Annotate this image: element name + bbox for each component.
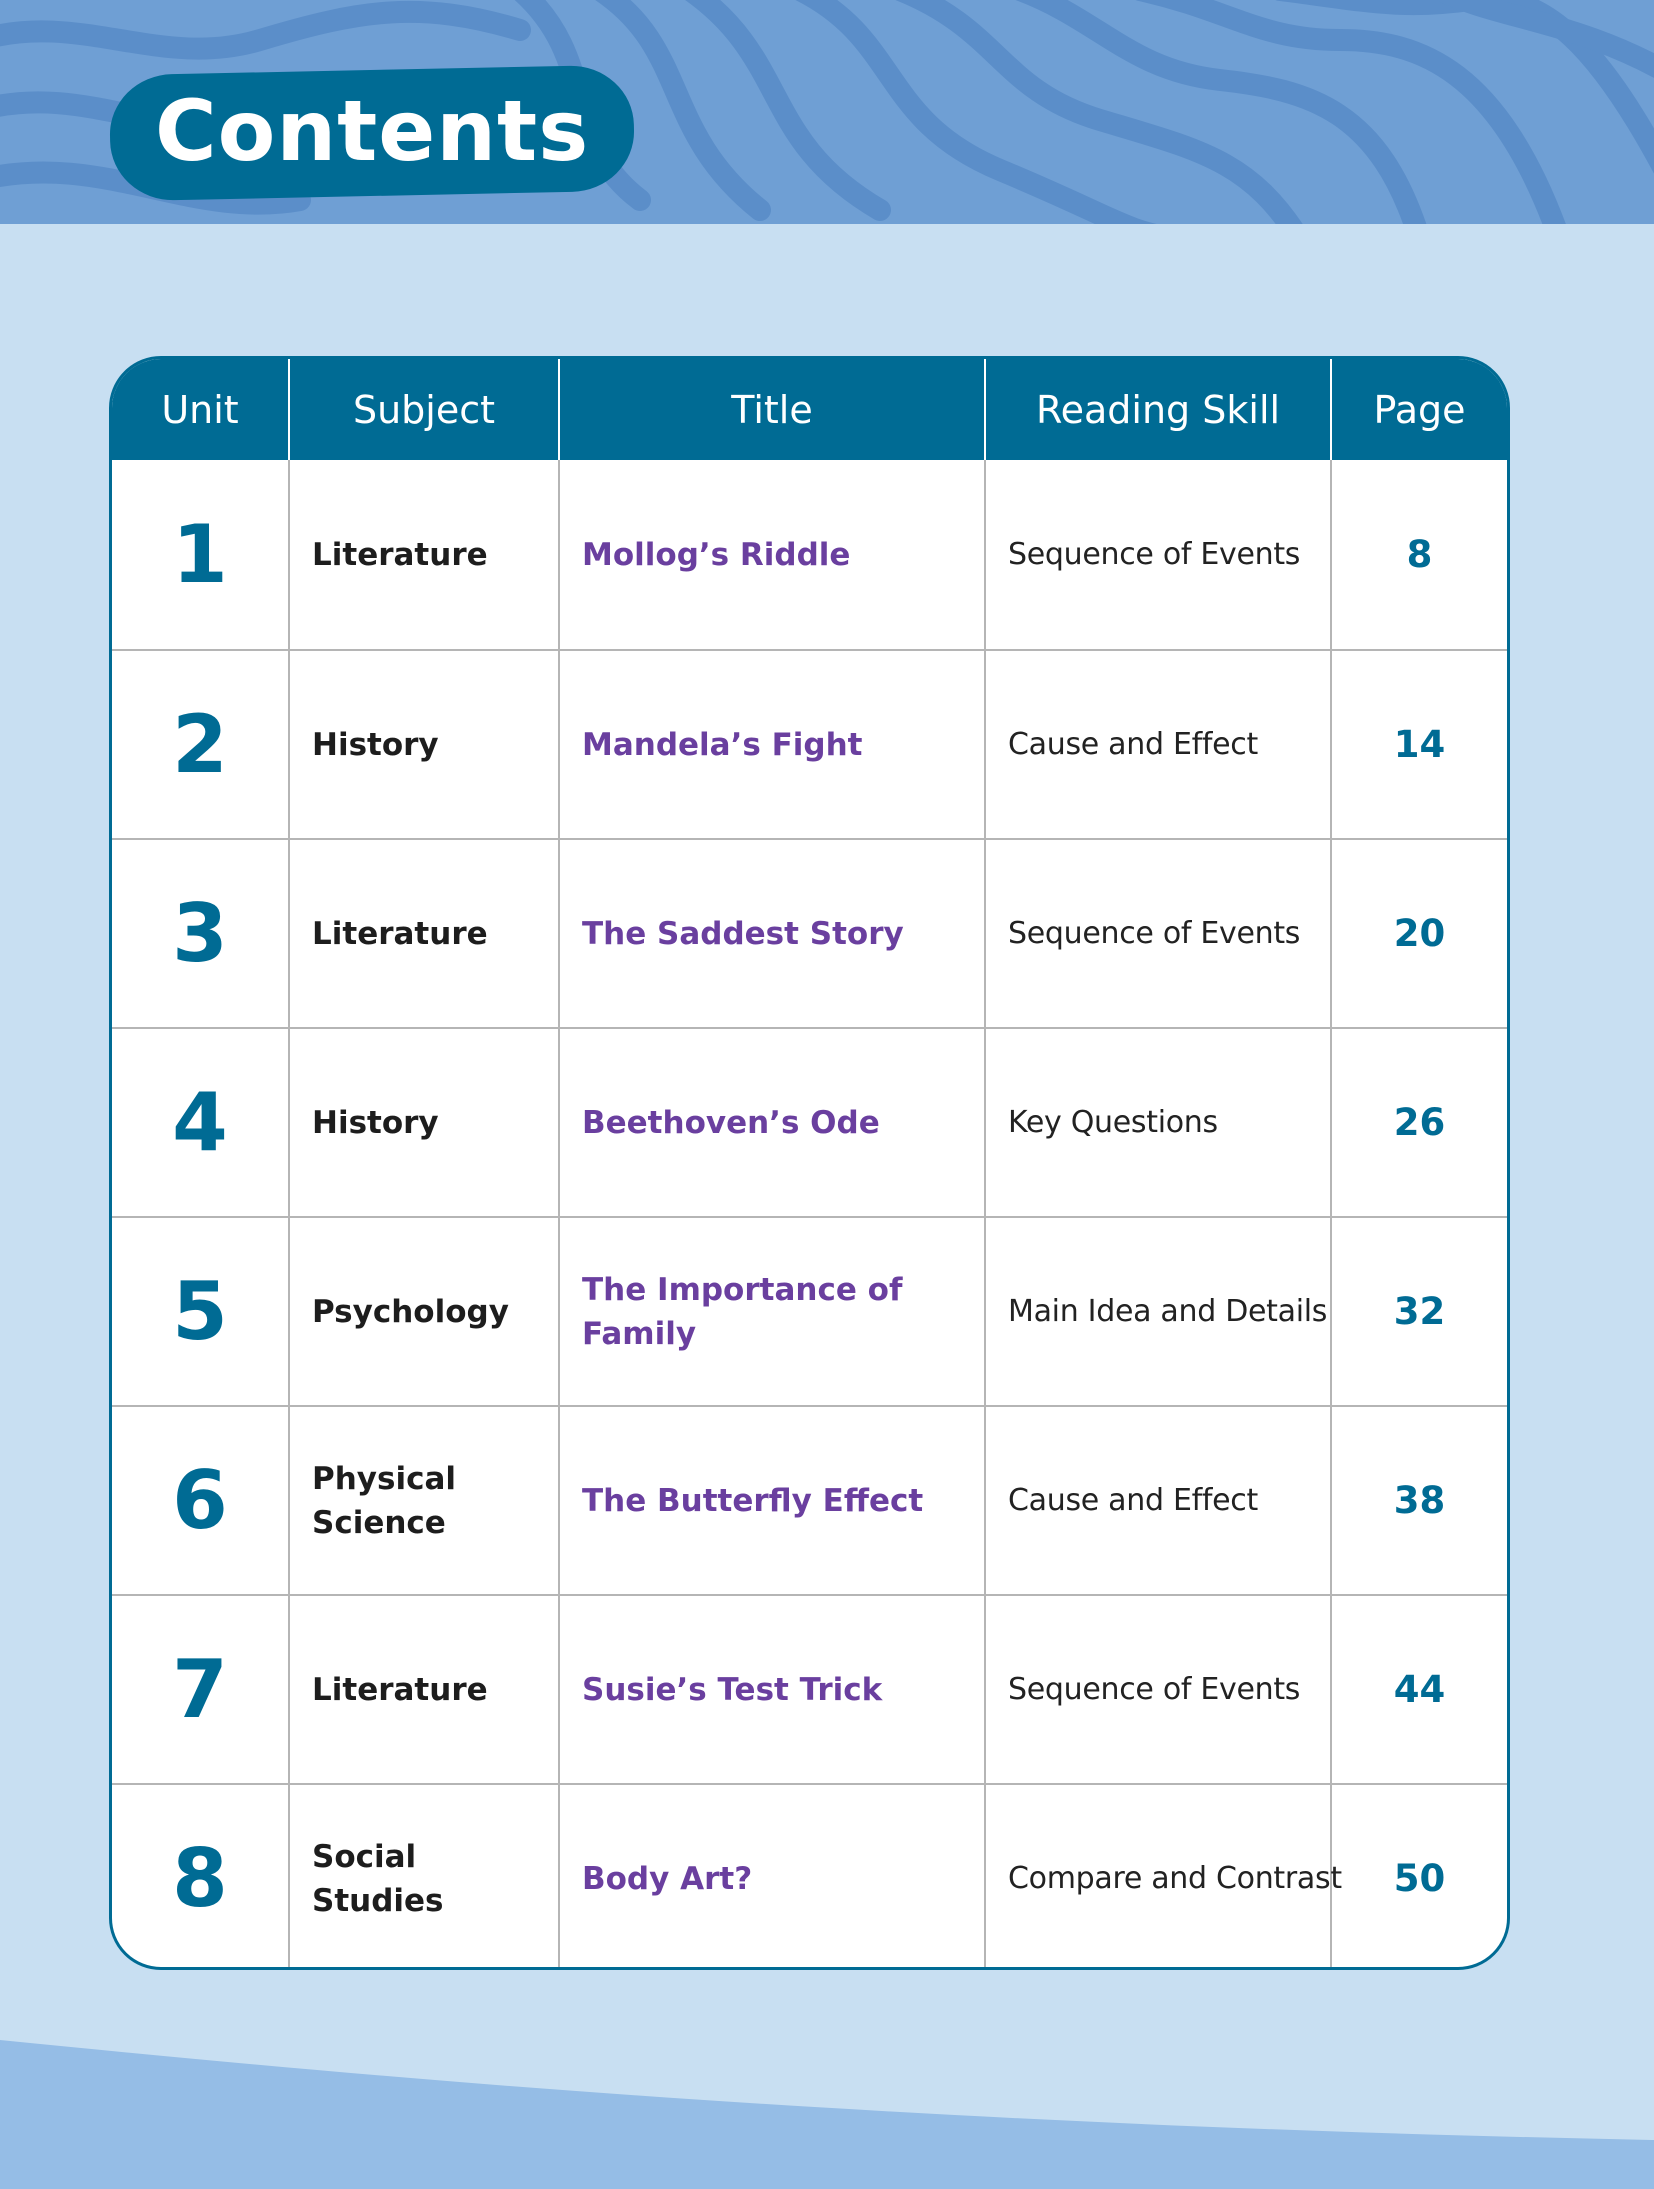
subject-cell: Social Studies bbox=[290, 1785, 560, 1970]
table-row bbox=[112, 1216, 1507, 1405]
reading-skill-cell: Sequence of Events bbox=[986, 460, 1332, 649]
subject-cell: Literature bbox=[290, 1596, 560, 1783]
header-title: Title bbox=[560, 359, 986, 460]
unit-number: 1 bbox=[112, 460, 290, 649]
reading-skill-cell: Cause and Effect bbox=[986, 651, 1332, 838]
reading-skill-cell: Key Questions bbox=[986, 1029, 1332, 1216]
header-reading-skill: Reading Skill bbox=[986, 359, 1332, 460]
title-pill bbox=[109, 65, 636, 202]
header-unit: Unit bbox=[112, 359, 290, 460]
unit-number: 8 bbox=[112, 1785, 290, 1970]
subject-cell: History bbox=[290, 651, 560, 838]
unit-number: 3 bbox=[112, 840, 290, 1027]
title-cell: The Saddest Story bbox=[560, 840, 986, 1027]
unit-number: 5 bbox=[112, 1218, 290, 1405]
page-number: 50 bbox=[1393, 1857, 1446, 1900]
page-number: 38 bbox=[1393, 1479, 1446, 1522]
subject-cell: Psychology bbox=[290, 1218, 560, 1405]
table-row bbox=[112, 460, 1507, 649]
header-banner bbox=[0, 0, 1654, 224]
header-subject: Subject bbox=[290, 359, 560, 460]
table-row bbox=[112, 1027, 1507, 1216]
table-body bbox=[112, 460, 1507, 1970]
title-cell: The Importance of Family bbox=[560, 1218, 986, 1405]
table-row bbox=[112, 1405, 1507, 1594]
title-cell: The Butterfly Effect bbox=[560, 1407, 986, 1594]
page-number: 26 bbox=[1393, 1101, 1446, 1144]
subject-cell: Physical Science bbox=[290, 1407, 560, 1594]
page-number: 20 bbox=[1393, 912, 1446, 955]
bottom-wave bbox=[0, 2030, 1654, 2189]
table-row bbox=[112, 838, 1507, 1027]
table-header-row bbox=[112, 359, 1507, 460]
title-cell: Body Art? bbox=[560, 1785, 986, 1970]
title-cell: Mollog’s Riddle bbox=[560, 460, 986, 649]
table-row bbox=[112, 1594, 1507, 1783]
reading-skill-cell: Sequence of Events bbox=[986, 840, 1332, 1027]
title-cell: Mandela’s Fight bbox=[560, 651, 986, 838]
subject-cell: Literature bbox=[290, 460, 560, 649]
title-cell: Beethoven’s Ode bbox=[560, 1029, 986, 1216]
table-row bbox=[112, 649, 1507, 838]
unit-number: 7 bbox=[112, 1596, 290, 1783]
page-number: 32 bbox=[1393, 1290, 1446, 1333]
title-cell: Susie’s Test Trick bbox=[560, 1596, 986, 1783]
page-number: 14 bbox=[1393, 723, 1446, 766]
unit-number: 4 bbox=[112, 1029, 290, 1216]
unit-number: 6 bbox=[112, 1407, 290, 1594]
reading-skill-cell: Compare and Contrast bbox=[986, 1785, 1332, 1970]
header-page: Page bbox=[1373, 387, 1466, 432]
reading-skill-cell: Sequence of Events bbox=[986, 1596, 1332, 1783]
subject-cell: Literature bbox=[290, 840, 560, 1027]
reading-skill-cell: Main Idea and Details bbox=[986, 1218, 1332, 1405]
unit-number: 2 bbox=[112, 651, 290, 838]
subject-cell: History bbox=[290, 1029, 560, 1216]
page-title: Contents bbox=[154, 82, 590, 181]
reading-skill-cell: Cause and Effect bbox=[986, 1407, 1332, 1594]
table-row bbox=[112, 1783, 1507, 1970]
contents-table bbox=[109, 356, 1510, 1970]
page-number: 8 bbox=[1406, 533, 1433, 576]
page-number: 44 bbox=[1393, 1668, 1446, 1711]
